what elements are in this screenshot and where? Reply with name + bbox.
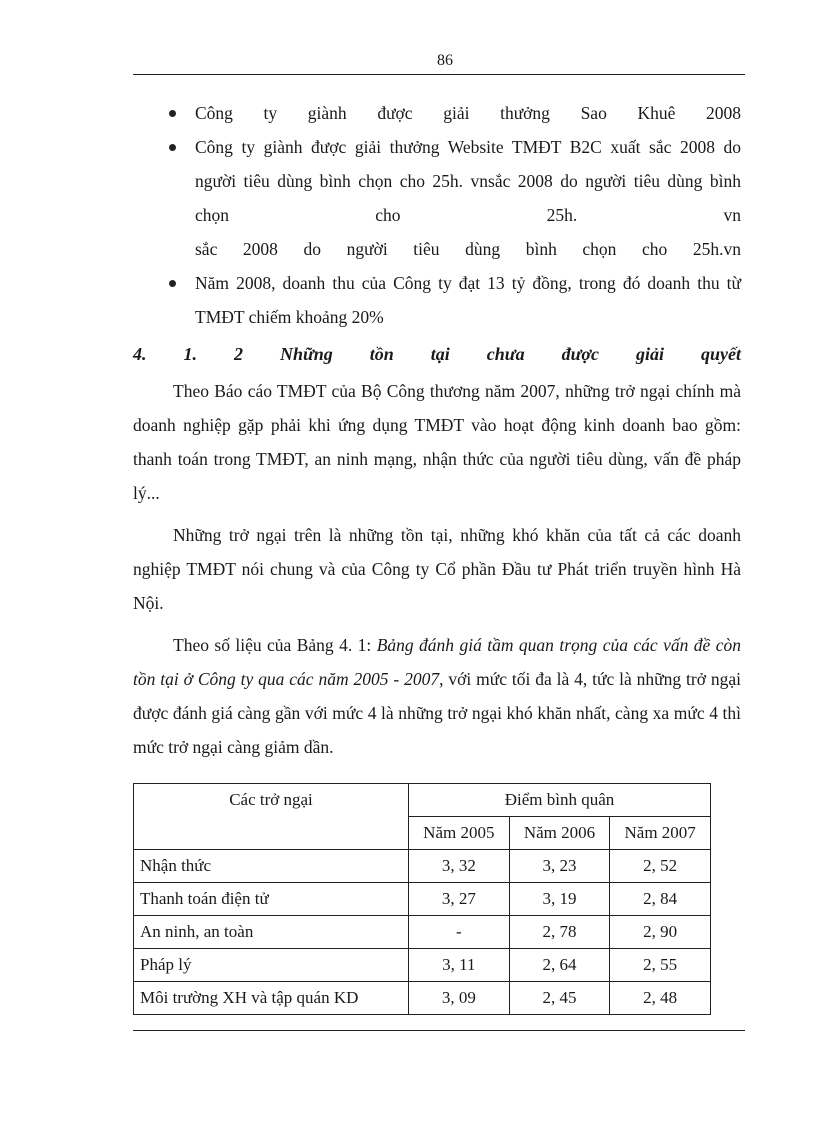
list-item-text: sắc 2008 do người tiêu dùng bình chọn cho 25h.vn [195, 239, 741, 259]
list-item-text: Công ty giành được giải thưởng Sao Khuê 2008 [195, 103, 741, 123]
row-label: Nhận thức [134, 850, 409, 883]
table-row [134, 949, 711, 982]
header-rule [133, 74, 745, 75]
table-row [134, 982, 711, 1015]
obstacle-score-table [133, 783, 711, 1015]
table-row [134, 883, 711, 916]
table-row [134, 916, 711, 949]
column-header-score: Điểm bình quân [409, 784, 711, 817]
bullet-icon [169, 144, 176, 151]
page-number: 86 [437, 52, 453, 69]
table-cell: 2, 84 [610, 883, 711, 916]
column-header-year: Năm 2006 [509, 817, 610, 850]
table-cell: 2, 45 [509, 982, 610, 1015]
page-content [133, 96, 741, 772]
table-cell: 2, 78 [509, 916, 610, 949]
table-cell: 3, 23 [509, 850, 610, 883]
bullet-icon [169, 280, 176, 287]
table-cell: 2, 90 [610, 916, 711, 949]
section-heading: 4. 1. 2 Những tồn tại chưa được giải quyết [133, 344, 741, 364]
paragraph: Những trở ngại trên là những tồn tại, những khó khăn của tất cả các doanh nghiệp TMĐT nói chung và của Công ty Cổ phần Đầu tư Phát triển truyền hình Hà Nội. [133, 525, 741, 613]
table-cell: 2, 52 [610, 850, 711, 883]
row-label: Môi trường XH và tập quán KD [134, 982, 409, 1015]
table-header-row [134, 784, 711, 817]
footer-rule [133, 1030, 745, 1031]
column-header-obstacle: Các trở ngại [134, 784, 409, 850]
list-item-text: chọn cho 25h. vn [195, 205, 741, 225]
paragraph-text: , với mức tối đa là 4, tức là những trở ngại được đánh giá càng gần với mức 4 là những trở ngại khó khăn nhất, càng xa mức 4 thì mức trở ngại càng giảm dần. [133, 669, 741, 757]
table-cell: - [409, 916, 510, 949]
table-cell: 3, 27 [409, 883, 510, 916]
list-item-text: người tiêu dùng bình chọn cho 25h. vnsắc 2008 do người tiêu dùng bình [195, 171, 741, 191]
list-item [133, 266, 741, 334]
table-cell: 2, 55 [610, 949, 711, 982]
row-label: Pháp lý [134, 949, 409, 982]
table-cell: 2, 48 [610, 982, 711, 1015]
row-label: An ninh, an toàn [134, 916, 409, 949]
list-item-text: Năm 2008, doanh thu của Công ty đạt 13 tỷ đồng, trong đó doanh thu từ [195, 273, 741, 293]
achievement-list [133, 96, 741, 334]
bullet-icon [169, 110, 176, 117]
column-header-year: Năm 2005 [409, 817, 510, 850]
table-cell: 3, 11 [409, 949, 510, 982]
list-item-text: Công ty giành được giải thưởng Website TMĐT B2C xuất sắc 2008 do [195, 137, 741, 157]
list-item [133, 96, 741, 130]
paragraph: Theo Báo cáo TMĐT của Bộ Công thương năm 2007, những trở ngại chính mà doanh nghiệp gặp phải khi ứng dụng TMĐT vào hoạt động kinh doanh bao gồm: thanh toán trong TMĐT, an ninh mạng, nhận thức của người tiêu dùng, vấn đề pháp lý... [133, 381, 741, 503]
list-item-text: TMĐT chiếm khoảng 20% [195, 307, 384, 327]
table-caption-reference: Bảng đánh giá tầm quan trọng của các vấn đề còn tồn tại ở Công ty qua các năm 2005 - 2007 [133, 635, 741, 689]
table-row [134, 850, 711, 883]
table-cell: 2, 64 [509, 949, 610, 982]
paragraph [133, 628, 741, 764]
table-cell: 3, 09 [409, 982, 510, 1015]
table-cell: 3, 19 [509, 883, 610, 916]
paragraph-text: Theo số liệu của Bảng 4. 1: [173, 635, 377, 655]
list-item [133, 130, 741, 266]
table-cell: 3, 32 [409, 850, 510, 883]
row-label: Thanh toán điện tử [134, 883, 409, 916]
column-header-year: Năm 2007 [610, 817, 711, 850]
